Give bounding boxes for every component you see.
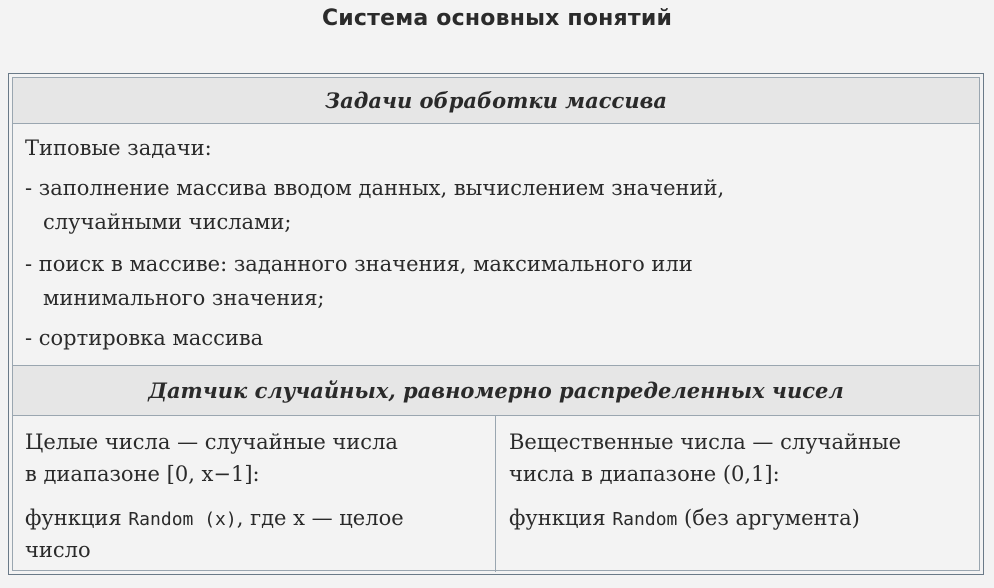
real-line-2: числа в диапазоне (0,1]: <box>509 462 780 486</box>
tasks-cell <box>13 124 979 366</box>
section-header-tasks <box>13 78 979 124</box>
section-header-random <box>13 366 979 416</box>
random-columns <box>13 416 979 572</box>
section-header-random-label: Датчик случайных, равномерно распределенных чисел <box>148 378 844 403</box>
task-item-search: - поиск в массиве: заданного значения, максимального или <box>25 252 693 276</box>
concepts-table <box>8 73 984 575</box>
real-line-1: Вещественные числа — случайные <box>509 430 902 454</box>
real-random-cell <box>495 416 979 572</box>
task-item-search-cont: минимального значения; <box>43 286 325 310</box>
integer-line-2: в диапазоне [0, x−1]: <box>25 462 260 486</box>
integer-random-cell <box>13 416 496 572</box>
task-item-fill: - заполнение массива вводом данных, вычислением значений, <box>25 176 725 200</box>
page-title: Система основных понятий <box>321 6 673 31</box>
integer-line-1: Целые числа — случайные числа <box>25 430 398 454</box>
integer-function-code: Random (x) <box>128 509 237 530</box>
real-function-suffix: (без аргумента) <box>677 506 860 530</box>
section-header-tasks-label: Задачи обработки массива <box>324 88 667 113</box>
real-function-code: Random <box>612 509 678 530</box>
integer-function-line <box>25 506 404 530</box>
task-item-fill-cont: случайными числами; <box>43 210 292 234</box>
task-item-sort: - сортировка массива <box>25 326 264 350</box>
integer-function-prefix: функция <box>25 506 129 530</box>
integer-line-4: число <box>25 538 91 562</box>
integer-function-suffix: , где x — целое <box>236 506 404 530</box>
real-function-line <box>509 506 860 530</box>
real-function-prefix: функция <box>509 506 613 530</box>
table-inner-frame <box>12 77 980 571</box>
tasks-intro: Типовые задачи: <box>25 136 212 160</box>
